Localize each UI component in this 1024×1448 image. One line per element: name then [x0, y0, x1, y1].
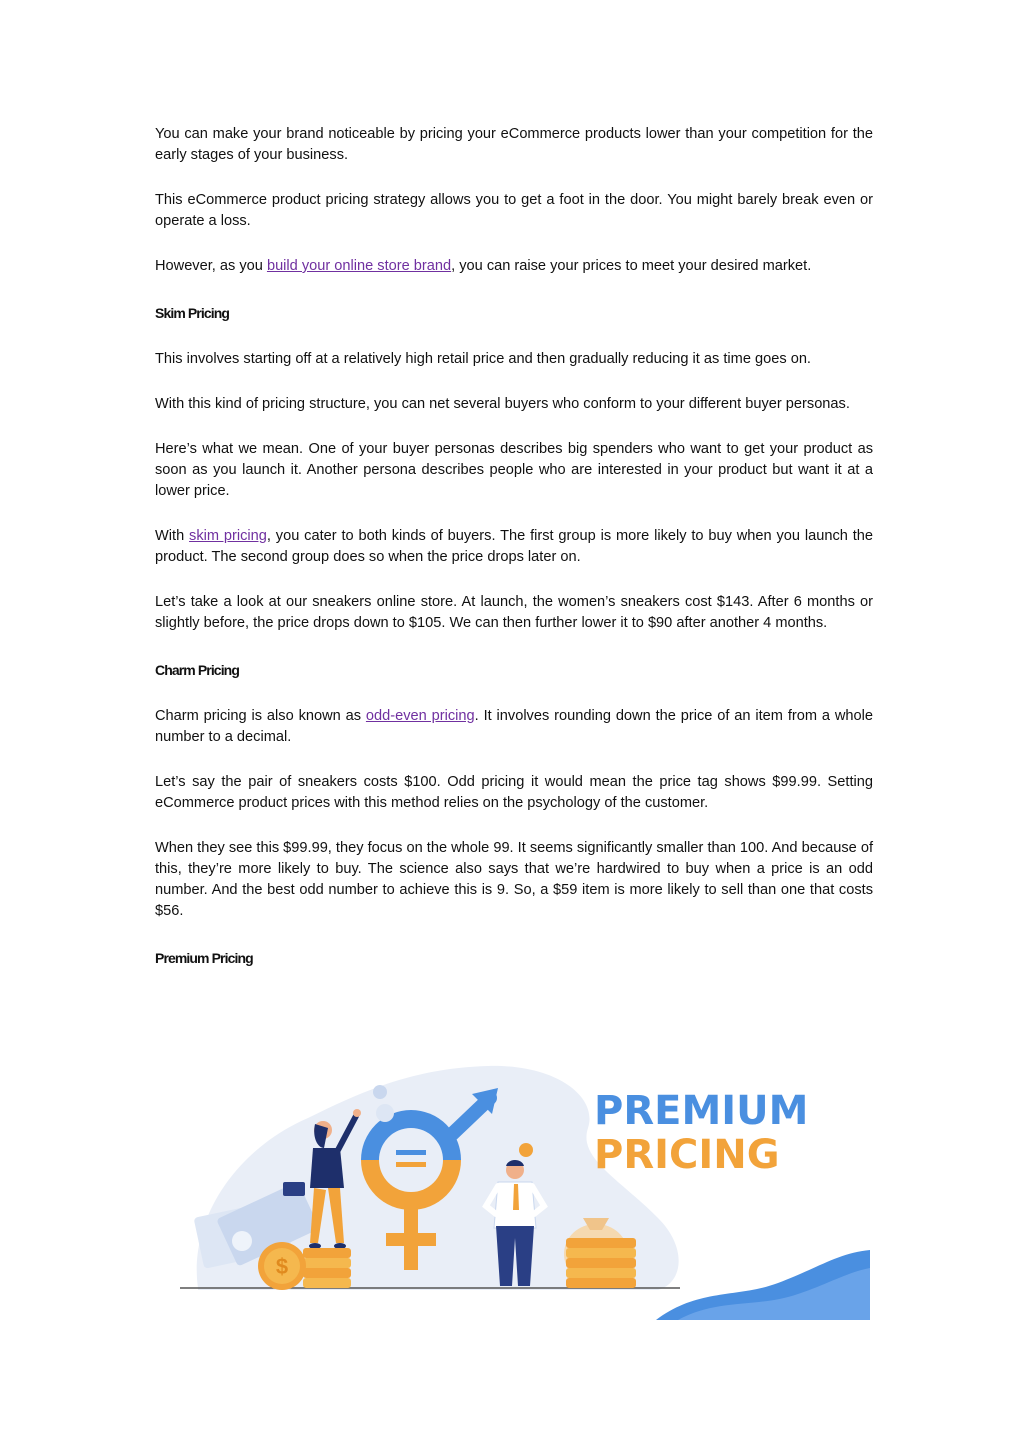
paragraph: With this kind of pricing structure, you can net several buyers who conform to your different buyer personas. — [155, 396, 850, 412]
decor-dot-icon — [373, 1085, 387, 1099]
figure-title-line2: PRICING — [594, 1132, 780, 1178]
paragraph: This eCommerce product pricing strategy allows you to get a foot in the door. You might barely break even or operate a loss. — [155, 192, 873, 229]
paragraph: Here’s what we mean. One of your buyer personas describes big spenders who want to get your product as soon as you launch it. Another persona describes people who are interested in your product but want it at a lower price. — [155, 441, 873, 499]
decor-coin-icon — [519, 1143, 533, 1157]
text: However, as you — [155, 258, 267, 274]
paragraph — [155, 706, 873, 748]
figure-title-line1: PREMIUM — [594, 1088, 809, 1134]
coin-stack-icon — [303, 1248, 351, 1288]
paragraph — [155, 256, 873, 277]
article-body — [155, 124, 873, 968]
text: , you cater to both kinds of buyers. The first group is more likely to buy when you launch the product. The second group does so when the price drops later on. — [155, 528, 874, 565]
text: . It involves rounding down the price of an item from a whole number to a decimal. — [155, 708, 873, 745]
link-odd-even-pricing[interactable]: odd-even pricing — [365, 708, 475, 724]
heading-charm-pricing: Charm Pricing — [155, 662, 239, 678]
paragraph: When they see this $99.99, they focus on the whole 99. It seems significantly smaller than 100. And because of this, they’re more likely to buy. The science also says that we’re hardwired to buy when a price is an odd number. And the best odd number to achieve this is 9. So, a $59 item is more likely to sell than one that costs $56. — [155, 840, 873, 919]
link-build-online-store-brand[interactable]: build your online store brand — [266, 258, 452, 274]
decor-star-icon — [376, 1104, 394, 1122]
text: Charm pricing is also known as — [155, 708, 366, 724]
heading-skim-pricing: Skim Pricing — [155, 305, 230, 321]
paragraph: Let’s say the pair of sneakers costs $100. Odd pricing it would mean the price tag shows $99.99. Setting eCommerce product prices with this method relies on the psychology of the customer. — [155, 774, 873, 811]
paragraph: You can make your brand noticeable by pricing your eCommerce products lower than your competition for the early stages of your business. — [155, 126, 873, 163]
dollar-coin-icon — [258, 1242, 306, 1290]
paragraph: Let’s take a look at our sneakers online store. At launch, the women’s sneakers cost $143. After 6 months or slightly before, the price drops down to $105. We can then further lower it to $90 after another 4 months. — [155, 594, 873, 631]
coin-stack-icon — [566, 1238, 636, 1288]
text: With — [155, 528, 190, 544]
link-skim-pricing[interactable]: skim pricing — [189, 528, 267, 544]
paragraph — [155, 526, 873, 568]
heading-premium-pricing: Premium Pricing — [155, 950, 253, 966]
premium-pricing-illustration — [178, 1058, 870, 1320]
text: , you can raise your prices to meet your desired market. — [451, 258, 812, 274]
paragraph: This involves starting off at a relatively high retail price and then gradually reducing it as time goes on. — [155, 351, 811, 367]
coin-symbol: $ — [275, 1254, 289, 1279]
